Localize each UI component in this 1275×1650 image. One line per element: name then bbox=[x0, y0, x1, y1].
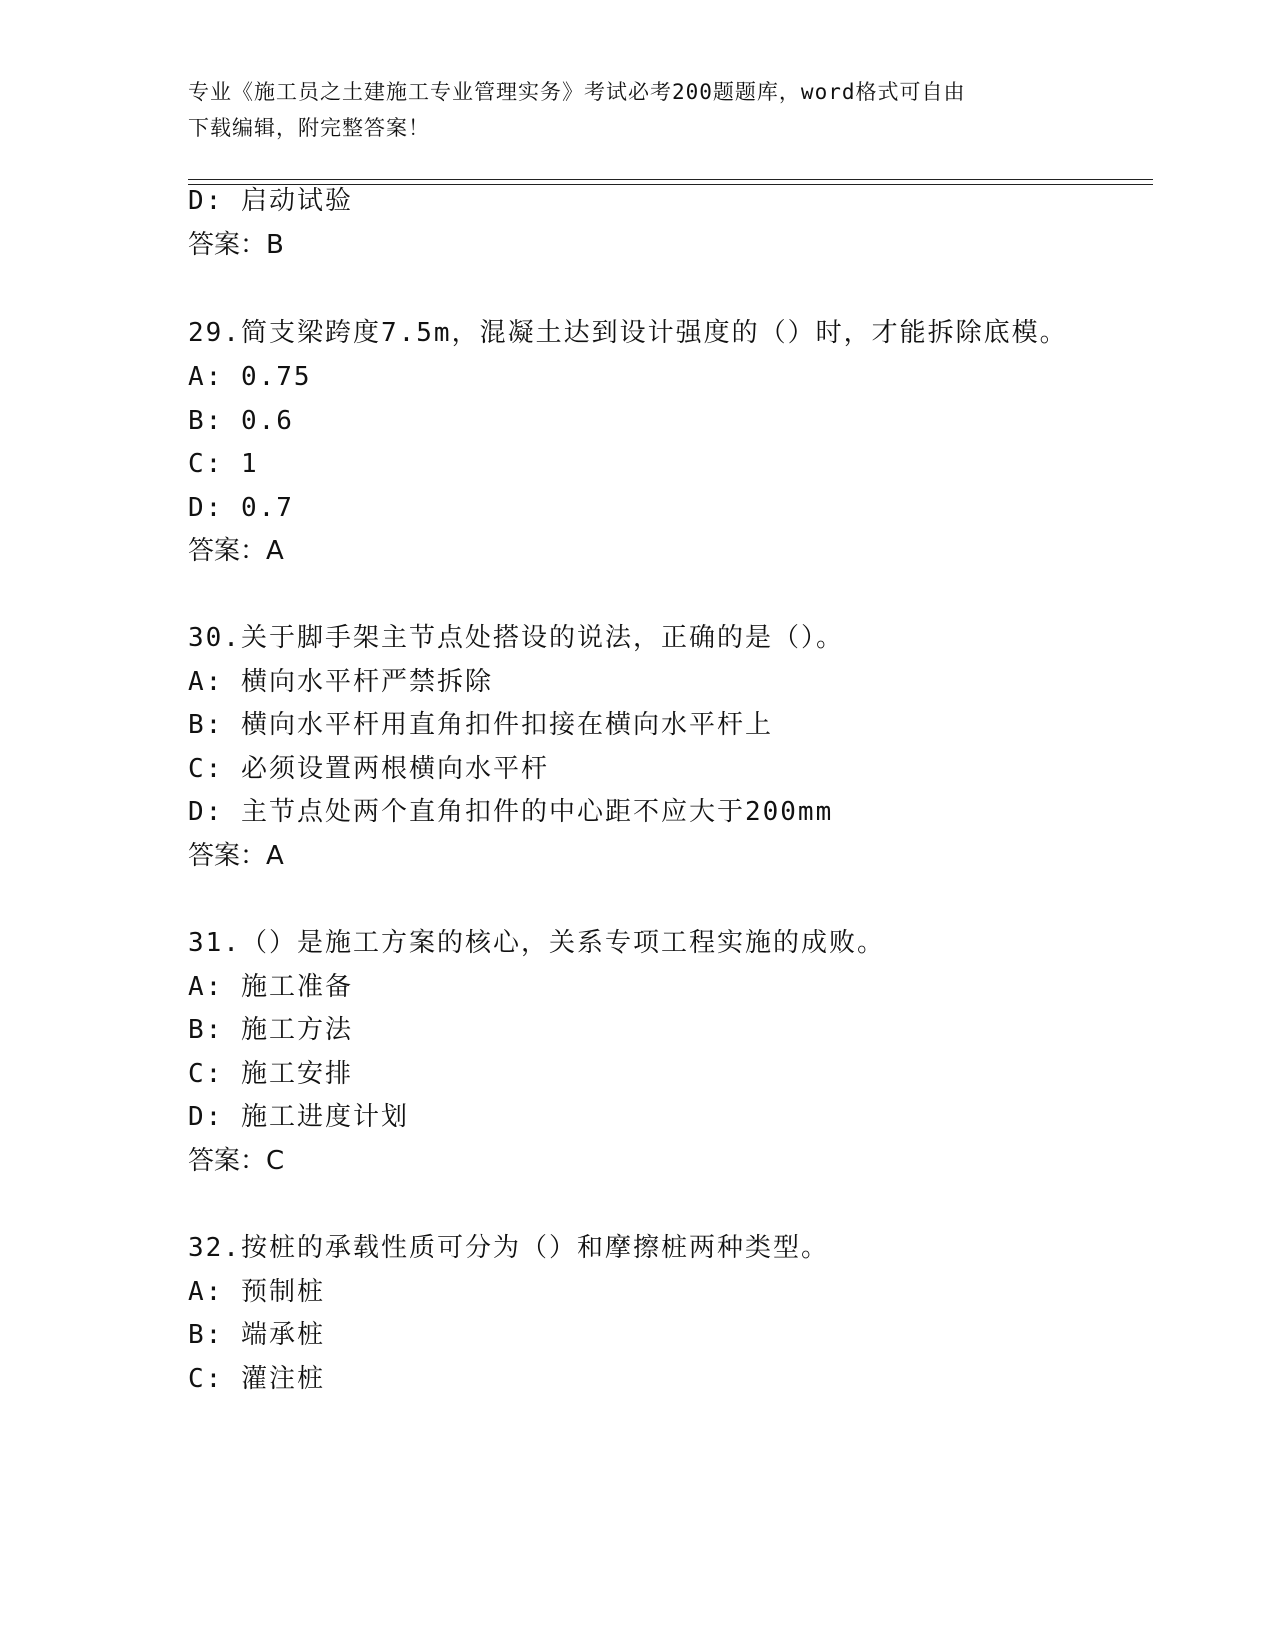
question-29-option-b: B: 0.6 bbox=[188, 406, 294, 436]
document-header bbox=[188, 74, 1068, 146]
prev-answer: 答案：B bbox=[188, 230, 284, 260]
header-divider-top bbox=[188, 179, 1153, 180]
question-30-option-d: D: 主节点处两个直角扣件的中心距不应大于200mm bbox=[188, 797, 834, 827]
question-29-stem: 29.简支梁跨度7.5m，混凝土达到设计强度的（）时，才能拆除底模。 bbox=[188, 318, 1068, 348]
question-32-option-a: A: 预制桩 bbox=[188, 1277, 325, 1307]
question-30-stem: 30.关于脚手架主节点处搭设的说法，正确的是（）。 bbox=[188, 623, 844, 653]
question-31-option-c: C: 施工安排 bbox=[188, 1059, 353, 1089]
question-29-answer: 答案：A bbox=[188, 536, 284, 566]
question-29-option-c: C: 1 bbox=[188, 449, 259, 479]
header-line-2: 下载编辑，附完整答案！ bbox=[188, 116, 430, 140]
question-30-option-a: A: 横向水平杆严禁拆除 bbox=[188, 667, 493, 697]
header-line-1: 专业《施工员之土建施工专业管理实务》考试必考200题题库，word格式可自由 bbox=[188, 80, 966, 104]
prev-option-d: D: 启动试验 bbox=[188, 186, 353, 216]
question-30-option-c: C: 必须设置两根横向水平杆 bbox=[188, 754, 549, 784]
question-29-option-d: D: 0.7 bbox=[188, 493, 294, 523]
question-31-option-d: D: 施工进度计划 bbox=[188, 1102, 409, 1132]
question-29-option-a: A: 0.75 bbox=[188, 362, 312, 392]
question-31-answer: 答案：C bbox=[188, 1146, 285, 1176]
question-30-answer: 答案：A bbox=[188, 841, 284, 871]
question-31-option-b: B: 施工方法 bbox=[188, 1015, 353, 1045]
question-32-stem: 32.按桩的承载性质可分为（）和摩擦桩两种类型。 bbox=[188, 1233, 829, 1263]
header-divider-bottom bbox=[188, 184, 1153, 185]
question-32-option-b: B: 端承桩 bbox=[188, 1320, 325, 1350]
question-32-option-c: C: 灌注桩 bbox=[188, 1364, 325, 1394]
question-31-option-a: A: 施工准备 bbox=[188, 972, 353, 1002]
question-30-option-b: B: 横向水平杆用直角扣件扣接在横向水平杆上 bbox=[188, 710, 773, 740]
question-31-stem: 31.（）是施工方案的核心，关系专项工程实施的成败。 bbox=[188, 928, 885, 958]
